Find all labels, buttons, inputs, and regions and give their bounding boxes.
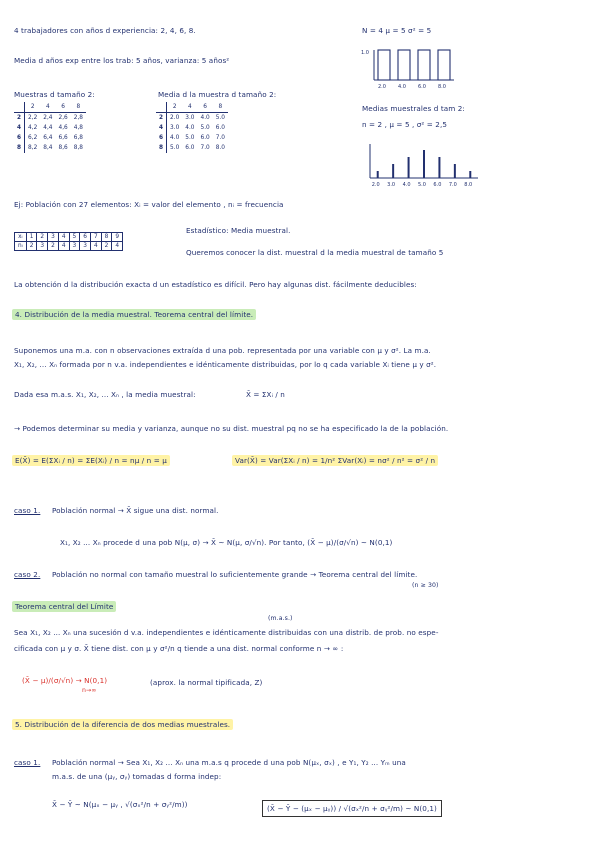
muestras-matrix-header-cell: 8 <box>71 102 86 113</box>
tcl-note: (aprox. la normal tipificada, Z) <box>150 678 263 687</box>
medias-matrix-cell: 5.0 <box>200 125 210 131</box>
frequency-table-cell: 2 <box>48 242 59 251</box>
section-5-title: 5. Distribución de la diferencia de dos medias muestrales. <box>12 719 233 730</box>
s4-p2: X₁, X₂, ... Xₙ formada por n v.a. independientes e idénticamente distribuidas, por lo q cada variable Xᵢ tiene μ y σ². <box>14 360 437 369</box>
frequency-table-cell: 8 <box>101 233 112 242</box>
muestras-matrix-header-cell: 2 <box>25 102 41 113</box>
hist1-tick-label: 8.0 <box>438 84 446 90</box>
medias-matrix-cell: 6.0 <box>200 135 210 141</box>
medias-matrix-cell: 3.0 <box>170 125 180 131</box>
muestras-matrix-cell: 6,2 <box>28 135 38 141</box>
tcl-mas: (m.a.s.) <box>268 615 293 622</box>
hist1-tick-label: 6.0 <box>418 84 426 90</box>
tcl-p1: Sea X₁, X₂ ... Xₙ una sucesión d v.a. independientes e idénticamente distribuidas con una distrib. de prob. no espe- <box>14 628 439 637</box>
muestras-matrix-cell: 8,4 <box>43 145 53 151</box>
muestras-matrix-header-cell: 4 <box>40 102 55 113</box>
medias-matrix-cell: 5.0 <box>215 115 225 121</box>
muestras-matrix-cell: 2,2 <box>28 115 38 121</box>
hist1-bar <box>398 50 410 80</box>
medias-matrix-header-cell <box>156 102 167 113</box>
queremos-line: Queremos conocer la dist. muestral d la media muestral de tamaño 5 <box>186 248 444 257</box>
frequency-table-cell: 3 <box>80 242 91 251</box>
tcl-title-wrap <box>12 602 116 611</box>
hist1-tick-label: 2.0 <box>378 84 386 90</box>
muestras-matrix-cell: 8 <box>14 143 25 153</box>
medias-matrix-cell: 2.0 <box>170 115 180 121</box>
section-4-title: 4. Distribución de la media muestral. Teorema central del límite. <box>12 309 256 320</box>
muestras-matrix-header-cell: 6 <box>56 102 71 113</box>
hist1-tick-label: 4.0 <box>398 84 406 90</box>
frequency-table-cell: 7 <box>90 233 101 242</box>
s5-formula-right: (X̄ − Ȳ − (μₓ − μᵧ)) / √(σₓ²/n + σᵧ²/m) ~ N(0,1) <box>262 800 442 817</box>
expectation-formula: E(X̄) = E(ΣXᵢ / n) = ΣE(Xᵢ) / n = nμ / n = μ <box>12 455 170 466</box>
medias-matrix <box>156 102 228 153</box>
frequency-table <box>14 232 123 251</box>
medias-matrix-header-cell: 2 <box>167 102 183 113</box>
frequency-table-cell: 4 <box>58 242 69 251</box>
hist1-bar <box>378 50 390 80</box>
muestras-matrix-cell: 2,4 <box>43 115 53 121</box>
medias-matrix-cell: 3.0 <box>185 115 195 121</box>
medias-matrix-cell: 8.0 <box>215 145 225 151</box>
frequency-table-cell: 6 <box>80 233 91 242</box>
expectation-wrap <box>12 456 170 465</box>
hist2-tick-label: 6.0 <box>433 182 442 188</box>
medias-matrix-header-cell: 8 <box>213 102 228 113</box>
muestras-matrix-cell: 6,4 <box>43 135 53 141</box>
variance-wrap <box>232 456 438 465</box>
hist1-y-label: 1.0 <box>361 50 369 56</box>
s5-caso1-text2: m.a.s. de una (μᵧ, σᵧ) tomadas d forma indep: <box>52 772 222 781</box>
tcl-title: Teorema central del Límite <box>12 601 116 612</box>
tcl-formula-sub: n→∞ <box>82 687 97 694</box>
muestras-matrix-header-cell <box>14 102 25 113</box>
frequency-table-cell: 2 <box>26 242 37 251</box>
medias-matrix-header-cell: 6 <box>198 102 213 113</box>
obtencion-line: La obtención d la distribución exacta d un estadístico es difícil. Pero hay algunas dist. fácilmente deducibles: <box>14 280 417 289</box>
s4-caso1-label: caso 1. <box>14 506 41 515</box>
frequency-table-cell: 4 <box>58 233 69 242</box>
muestras-matrix-cell: 2,6 <box>58 115 68 121</box>
s4-caso1-formula: X₁, X₂ ... Xₙ procede d una pob N(μ, σ) → X̄ ~ N(μ, σ/√n). Por tanto, (X̄ − μ)/(σ/√n) ~ N(0,1) <box>60 538 393 547</box>
variance-formula: Var(X̄) = Var(ΣXᵢ / n) = 1/n² ΣVar(Xᵢ) = nσ² / n² = σ² / n <box>232 455 438 466</box>
medias-matrix-cell: 8 <box>156 143 167 153</box>
muestras-matrix <box>14 102 86 153</box>
hist1-bar <box>438 50 450 80</box>
s4-p4: → Podemos determinar su media y varianza, aunque no su dist. muestral pq no se ha especificado la de la población. <box>14 424 449 433</box>
hist2-tick-label: 2.0 <box>371 182 380 188</box>
frequency-table-cell: 3 <box>48 233 59 242</box>
s4-p3: Dada esa m.a.s. X₁, X₂, ... Xₙ , la media muestral: <box>14 390 196 399</box>
population-params: N = 4 μ = 5 σ² = 5 <box>362 26 432 35</box>
frequency-table-cell: 4 <box>112 242 123 251</box>
hist2-tick-label: 4.0 <box>402 182 411 188</box>
muestras-matrix-cell: 8,8 <box>73 145 83 151</box>
medias-matrix-cell: 7.0 <box>200 145 210 151</box>
intro-line-2: Media d años exp entre los trab: 5 años, varianza: 5 años² <box>14 56 230 65</box>
hist2-tick-label: 3.0 <box>387 182 396 188</box>
frequency-table-cell: 3 <box>37 242 48 251</box>
frequency-table-cell: 2 <box>101 242 112 251</box>
medias-matrix-cell: 4 <box>156 123 167 133</box>
section-4-heading-wrap <box>12 310 256 319</box>
medias-matrix-cell: 6.0 <box>185 145 195 151</box>
hist1-bar <box>418 50 430 80</box>
ejemplo-line: Ej: Población con 27 elementos: Xᵢ = valor del elemento , nᵢ = frecuencia <box>14 200 284 209</box>
population-histogram <box>360 44 460 94</box>
tcl-p2: cificada con μ y σ. X̄ tiene dist. con μ y σ²/n q tiende a una dist. normal conforme n → ∞ : <box>14 644 344 653</box>
muestras-matrix-cell: 8,6 <box>58 145 68 151</box>
muestras-title: Muestras d tamaño 2: <box>14 90 95 99</box>
frequency-table-cell: 4 <box>90 242 101 251</box>
muestras-matrix-cell: 4,2 <box>28 125 38 131</box>
s4-caso1-text: Población normal → X̄ sigue una dist. normal. <box>52 506 219 515</box>
frequency-table-cell: 2 <box>37 233 48 242</box>
s4-caso2-n: (n ≥ 30) <box>412 582 439 589</box>
medias-muestrales-params: n = 2 , μ = 5 , σ² = 2,5 <box>362 120 448 129</box>
s4-caso2-text: Población no normal con tamaño muestral lo suficientemente grande → Teorema central del límite. <box>52 570 418 579</box>
medias-muestrales-title: Medias muestrales d tam 2: <box>362 104 465 113</box>
s4-p1: Suponemos una m.a. con n observaciones extraída d una pob. representada por una variable con μ y σ². La m.a. <box>14 346 431 355</box>
muestras-matrix-cell: 4,8 <box>73 125 83 131</box>
tcl-formula: (X̄ − μ)/(σ/√n) → N(0,1) <box>22 676 108 685</box>
medias-matrix-cell: 4.0 <box>170 135 180 141</box>
section-5-heading-wrap <box>12 720 233 729</box>
muestras-matrix-cell: 2 <box>14 113 25 124</box>
muestras-matrix-cell: 4,6 <box>58 125 68 131</box>
medias-matrix-cell: 6.0 <box>215 125 225 131</box>
hist2-tick-label: 7.0 <box>448 182 457 188</box>
medias-matrix-cell: 5.0 <box>185 135 195 141</box>
muestras-matrix-cell: 4 <box>14 123 25 133</box>
frequency-table-cell: 9 <box>112 233 123 242</box>
hist2-tick-label: 5.0 <box>418 182 426 188</box>
sample-mean-histogram <box>362 140 482 192</box>
frequency-table-row-label: xᵢ <box>15 233 27 242</box>
frequency-table-cell: 3 <box>69 242 80 251</box>
medias-matrix-cell: 6 <box>156 133 167 143</box>
frequency-table-row-label: nᵢ <box>15 242 27 251</box>
medias-title: Media d la muestra d tamaño 2: <box>158 90 277 99</box>
frequency-table-cell: 1 <box>26 233 37 242</box>
medias-matrix-cell: 5.0 <box>170 145 180 151</box>
hist2-tick-label: 8.0 <box>464 182 473 188</box>
s5-caso1-label: caso 1. <box>14 758 41 767</box>
muestras-matrix-cell: 6,6 <box>58 135 68 141</box>
muestras-matrix-cell: 6,8 <box>73 135 83 141</box>
estadistico-line: Estadístico: Media muestral. <box>186 226 291 235</box>
s4-caso2-label: caso 2. <box>14 570 41 579</box>
xbar-definition: X̄ = ΣXᵢ / n <box>246 390 285 399</box>
s5-formula-left: X̄ − Ȳ ~ N(μₓ − μᵧ , √(σₓ²/n + σᵧ²/m)) <box>52 800 188 809</box>
muestras-matrix-cell: 8,2 <box>28 145 38 151</box>
medias-matrix-cell: 4.0 <box>185 125 195 131</box>
medias-matrix-cell: 7.0 <box>215 135 225 141</box>
medias-matrix-header-cell: 4 <box>182 102 197 113</box>
muestras-matrix-cell: 2,8 <box>73 115 83 121</box>
muestras-matrix-cell: 4,4 <box>43 125 53 131</box>
frequency-table-cell: 5 <box>69 233 80 242</box>
medias-matrix-cell: 4.0 <box>200 115 210 121</box>
s5-caso1-text: Población normal → Sea X₁, X₂ ... Xₙ una m.a.s q procede d una pob N(μₓ, σₓ) , e Y₁, Y₂ ... Yₘ una <box>52 758 406 767</box>
muestras-matrix-cell: 6 <box>14 133 25 143</box>
intro-line-1: 4 trabajadores con años d experiencia: 2, 4, 6, 8. <box>14 26 196 35</box>
medias-matrix-cell: 2 <box>156 113 167 124</box>
